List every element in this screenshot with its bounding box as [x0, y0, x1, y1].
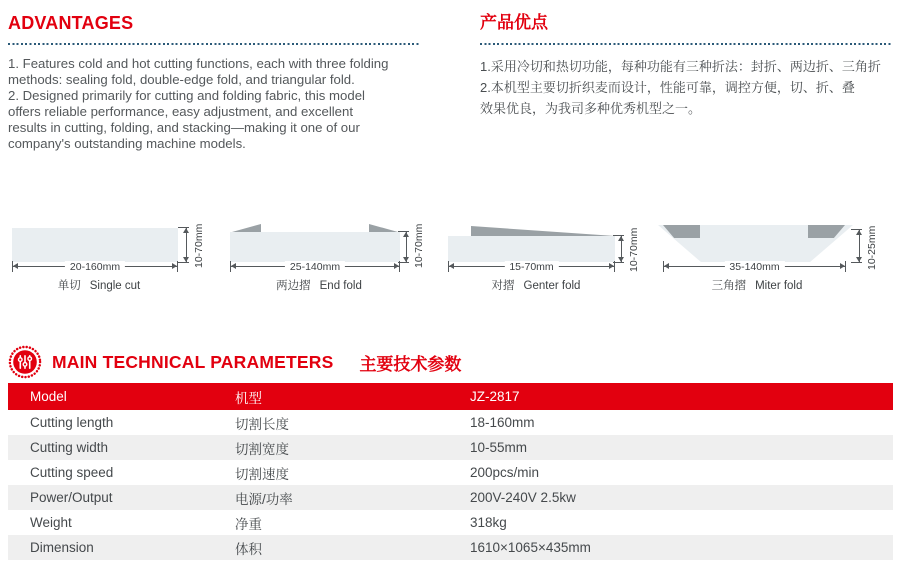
fold-diagrams-row	[0, 210, 900, 305]
diagram-single-cut	[8, 210, 230, 302]
row-label-en: Cutting width	[30, 440, 109, 455]
fabric-shape	[448, 236, 615, 262]
advantages-section-en	[8, 12, 421, 152]
parameters-title-cn: 主要技术参数	[359, 354, 462, 374]
table-row	[8, 410, 893, 435]
height-dimension-label: 10-70mm	[413, 223, 425, 268]
sliders-gear-icon	[8, 345, 42, 379]
row-label-en: Weight	[30, 515, 72, 530]
height-dimension-label: 10-25mm	[866, 225, 878, 270]
fold-flap-right	[369, 224, 398, 232]
advantages-body-en	[8, 56, 421, 152]
width-dimension	[12, 261, 178, 273]
parameters-title-en: MAIN TECHNICAL PARAMETERS	[52, 351, 334, 372]
body-line: methods: sealing fold, double-edge fold, and triangular fold.	[8, 72, 355, 87]
row-label-en: Cutting speed	[30, 465, 114, 480]
diagram-center-fold	[445, 210, 667, 302]
row-value: 10-55mm	[470, 440, 528, 455]
width-dimension	[448, 261, 615, 273]
height-dimension-line	[406, 232, 407, 262]
dotted-divider-left	[8, 43, 421, 45]
body-line: 1. Features cold and hot cutting functions, each with three folding	[8, 56, 389, 71]
body-line: 2.本机型主要切折织麦而设计，性能可靠，调控方便，切、折、叠	[480, 80, 855, 95]
advantages-body-cn	[480, 56, 893, 119]
width-dimension	[663, 261, 846, 273]
advantages-title-en: ADVANTAGES	[8, 13, 134, 33]
parameters-header	[8, 344, 893, 380]
row-value: 318kg	[470, 515, 507, 530]
diagram-caption: 对摺 Genter fold	[491, 280, 581, 292]
body-line: offers reliable performance, easy adjustment, and excellent	[8, 104, 354, 119]
parameters-table	[8, 383, 893, 560]
body-line: 效果优良，为我司多种优秀机型之一。	[480, 101, 702, 116]
body-line: results in cutting, folding, and stacking—making it one of our	[8, 120, 360, 135]
diagram-caption: 三角摺 Miter fold	[711, 280, 803, 292]
row-label-en: Cutting length	[30, 415, 114, 430]
body-line: company's outstanding machine models.	[8, 136, 246, 151]
height-dimension-line	[621, 236, 622, 262]
header-label-cn: 机型	[235, 390, 262, 406]
diagram-caption: 两边摺 End fold	[276, 280, 362, 292]
diagram-miter-fold	[655, 210, 900, 302]
row-label-cn: 切割速度	[235, 466, 289, 482]
table-row	[8, 485, 893, 510]
advantages-title-cn: 产品优点	[480, 13, 548, 32]
row-label-en: Dimension	[30, 540, 94, 555]
parameters-section	[8, 344, 893, 560]
row-label-cn: 切割宽度	[235, 441, 289, 457]
row-value: 200V-240V 2.5kw	[470, 490, 576, 505]
body-line: 1.采用冷切和热切功能，每种功能有三种折法：封折、两边折、三角折	[480, 59, 881, 74]
table-row	[8, 460, 893, 485]
row-label-en: Power/Output	[30, 490, 113, 505]
row-label-cn: 电源/功率	[235, 491, 293, 507]
diagram-end-fold	[228, 210, 450, 302]
advantages-section-cn	[480, 12, 893, 152]
width-dimension-label: 35-140mm	[724, 261, 784, 273]
header-model-value: JZ-2817	[470, 389, 520, 404]
table-row	[8, 435, 893, 460]
table-row	[8, 535, 893, 560]
row-label-cn: 切割长度	[235, 416, 289, 432]
dotted-divider-right	[480, 43, 893, 45]
fold-flap-left	[232, 224, 261, 232]
header-label-en: Model	[30, 389, 67, 404]
height-dimension-line	[186, 228, 187, 262]
row-value: 1610×1065×435mm	[470, 540, 591, 555]
body-line: 2. Designed primarily for cutting and folding fabric, this model	[8, 88, 365, 103]
table-header-row	[8, 383, 893, 410]
table-row	[8, 510, 893, 535]
diagram-caption: 单切 Single cut	[57, 280, 141, 292]
row-value: 18-160mm	[470, 415, 535, 430]
top-section	[8, 12, 893, 152]
width-dimension-label: 20-160mm	[65, 261, 125, 273]
height-dimension-line	[859, 230, 860, 262]
row-value: 200pcs/min	[470, 465, 540, 480]
row-label-cn: 体积	[235, 541, 262, 557]
fabric-shape	[12, 228, 178, 262]
width-dimension	[230, 261, 400, 273]
fold-wedge	[471, 226, 615, 236]
height-dimension-label: 10-70mm	[628, 227, 640, 272]
fabric-shape	[230, 232, 400, 262]
height-dimension-label: 10-70mm	[193, 223, 205, 268]
width-dimension-label: 15-70mm	[504, 261, 558, 273]
row-label-cn: 净重	[235, 516, 262, 532]
width-dimension-label: 25-140mm	[285, 261, 345, 273]
